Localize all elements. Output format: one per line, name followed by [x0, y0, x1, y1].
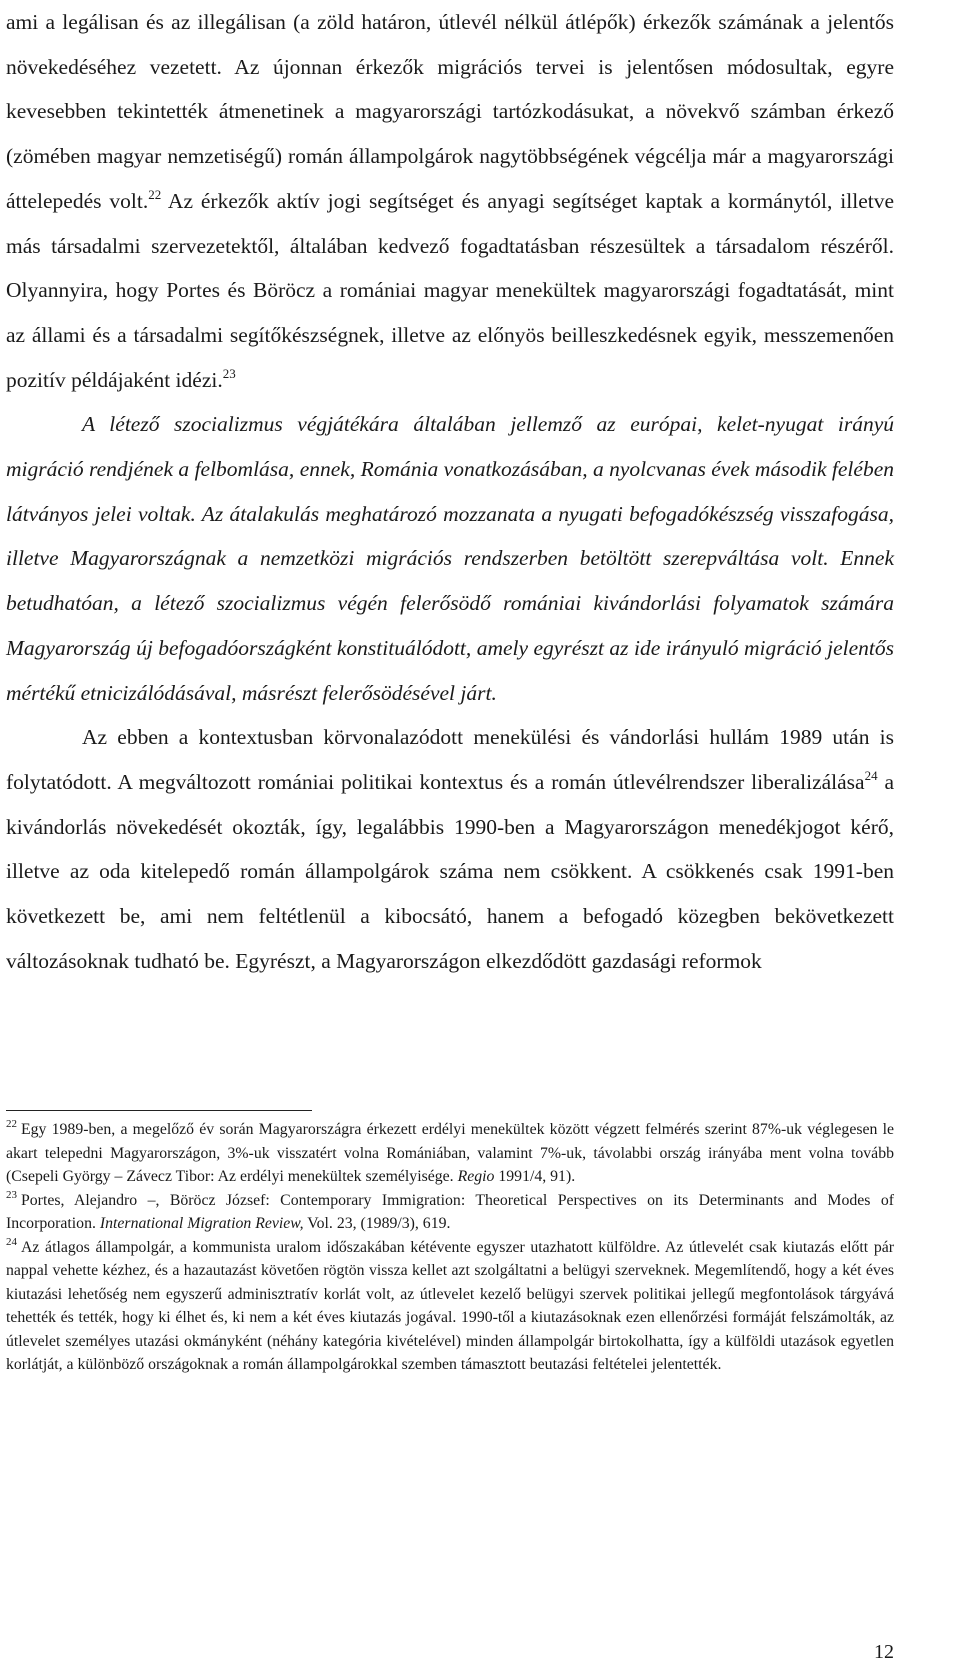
- footnote-23: [6, 1189, 894, 1236]
- paragraph-3-part-b: a kivándorlás növekedését okozták, így, legalábbis 1990-ben a Magyarországon menedékjogot kérő, illetve az oda kitelepedő román állampolgárok száma nem csökkent. A csökkenés csak 1991-ben következett be, ami nem feltétlenül a kibocsátó, hanem a befogadó közegben bekövetkezett változásoknak tudható be. Egyrészt, a Magyarországon elkezdődött gazdasági reformok: [6, 769, 895, 973]
- body-text: [6, 0, 894, 983]
- paragraph-2: A létező szocializmus végjátékára általában jellemző az európai, kelet-nyugat irányú migráció rendjének a felbomlása, ennek, Románia vonatkozásában, a nyolcvanas évek második felében látványos jelei voltak. Az átalakulás meghatározó mozzanata a nyugati befogadókészség visszafogása, illetve Magyarországnak a nemzetközi migrációs rendszerben betöltött szerepváltása volt. Ennek betudhatóan, a létező szocializmus végén felerősödő romániai kivándorlási folyamatok számára Magyarország új befogadóországként konstituálódott, amely egyrészt az ide irányuló migráció jelentős mértékű etnicizálódásával, másrészt felerősödésével járt.: [6, 412, 894, 705]
- paragraph-1-part-b: Az érkezők aktív jogi segítséget és anyagi segítséget kaptak a kormánytól, illetve más társadalmi szervezetektől, általában kedvező fogadtatásban részesültek a társadalom részéről. Olyannyira, hogy Portes és Böröcz a romániai magyar menekültek magyarországi fogadtatását, mint az állami és a társadalmi segítőkészségnek, illetve az előnyös beilleszkedésnek egyik, messzemenően pozitív példájaként idézi.: [6, 188, 895, 392]
- footnote-22: [6, 1118, 894, 1189]
- footnote-23-text-a: Portes, Alejandro –, Böröcz József: Contemporary Immigration: Theoretical Perspectives on its Determinants and Modes of Incorporation.: [6, 1191, 894, 1232]
- paragraph-3: [6, 715, 894, 983]
- footnote-22-text-a: Egy 1989-ben, a megelőző év során Magyarországra érkezett erdélyi menekültek között végzett felmérés szerint 87%-uk véglegesen le akart telepedni Magyarországon, 3%-uk visszatért volna Romániában, valamint 7%-uk, távolabbi ország irányába ment volna tovább (Csepeli György – Závecz Tibor: Az erdélyi menekültek személyisége.: [6, 1121, 894, 1185]
- footnote-ref-22: 22: [148, 186, 162, 202]
- paragraph-1: [6, 0, 894, 402]
- footnote-ref-24: 24: [864, 767, 878, 783]
- footnote-22-source: Regio: [457, 1168, 495, 1185]
- paragraph-3-part-a: Az ebben a kontextusban körvonalazódott menekülési és vándorlási hullám 1989 után is folytatódott. A megváltozott romániai politikai kontextus és a román útlevélrendszer liberalizálása: [6, 725, 894, 794]
- footnote-23-source: International Migration Review,: [99, 1215, 304, 1232]
- footnote-separator: [6, 1110, 312, 1111]
- footnote-ref-23: 23: [222, 365, 236, 381]
- page-number: 12: [874, 1641, 894, 1663]
- footnote-number-23: 23: [6, 1188, 17, 1201]
- footnote-24: [6, 1236, 894, 1377]
- footnote-number-24: 24: [6, 1235, 17, 1248]
- paragraph-1-part-a: ami a legálisan és az illegálisan (a zöld határon, útlevél nélkül átlépők) érkezők számának a jelentős növekedéséhez vezetett. Az újonnan érkezők migrációs tervei is jelentősen módosultak, egyre kevesebben tekintették átmenetinek a magyarországi tartózkodásukat, a növekvő számban érkező (zömében magyar nemzetiségű) román állampolgárok nagytöbbségének végcélja már a magyarországi áttelepedés volt.: [6, 10, 894, 213]
- footnote-24-text: Az átlagos állampolgár, a kommunista uralom időszakában kétévente egyszer utazhatott külföldre. Az útlevelét csak kiutazás előtt pár nappal vehette kézhez, és a hazautazást követően rögtön vissza kellet azt szolgáltatni a belügyi szerveknek. Megemlítendő, hogy a két éves kiutazási lehetőség nem egyszerű adminisztratív korlát volt, az útlevelet kezelő belügyi szervek politikai jellegű megfontolások tárgyává tehették és tették, hogy ki élhet és, ki nem a két éves kiutazás jogával. 1990-től a kiutazásoknak ezen ellenőrzési formáját felszámolták, az útlevelet személyes utazási okmányként (néhány kategória kivételével) minden állampolgár birtokolhatta, így a külföldi utazások egyetlen korlátját, a különböző országoknak a román állampolgárokkal szemben támasztott beutazási feltételei jelentették.: [6, 1238, 894, 1373]
- footnote-22-text-b: 1991/4, 91).: [494, 1168, 576, 1185]
- footnote-number-22: 22: [6, 1118, 17, 1130]
- footnotes: [6, 1118, 894, 1377]
- footnote-23-text-b: Vol. 23, (1989/3), 619.: [303, 1215, 451, 1232]
